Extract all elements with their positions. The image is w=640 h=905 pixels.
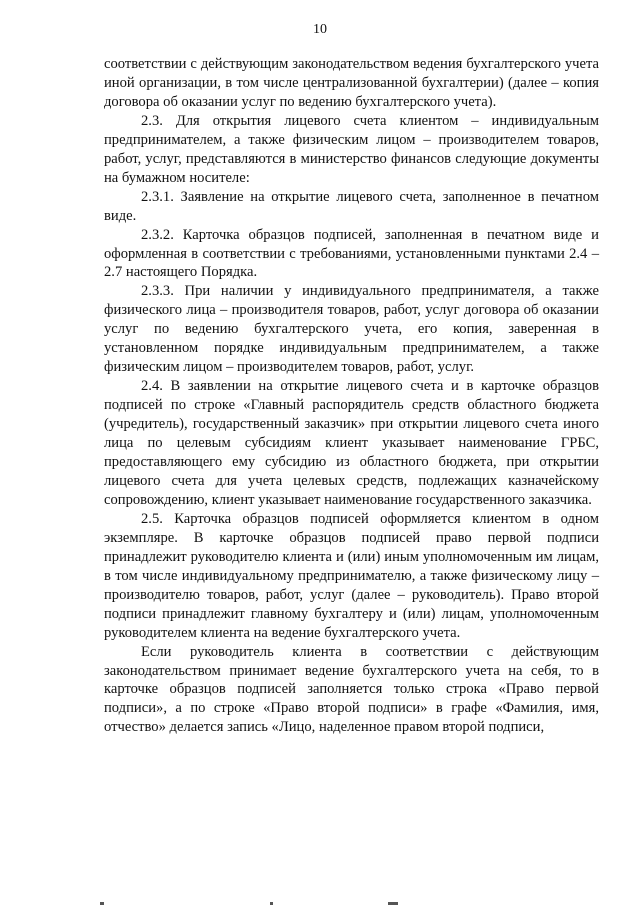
paragraph-2-3-2: 2.3.2. Карточка образцов подписей, заполненная в печатном виде и оформленная в соответствии с требованиями, установленными пунктами 2.4 – 2.7 настоящего Порядка. [104,226,599,281]
paragraph-2-4: 2.4. В заявлении на открытие лицевого счета и в карточке образцов подписей по строке «Главный распорядитель средств областного бюджета (учредитель), государственный заказчик» при открытии лицевого счета иного лица по целевым субсидиям клиент указывает наименование ГРБС, предоставляющего ему субсидию из областного бюджета, при открытии лицевого счета для учета целевых средств, подлежащих казначейскому сопровождению, клиент указывает наименование государственного заказчика. [104,378,599,508]
document-body [104,55,599,737]
paragraph-2-3: 2.3. Для открытия лицевого счета клиентом – индивидуальным предпринимателем, а также физическим лицом – производителем товаров, работ, услуг, представляются в министерство финансов следующие документы на бумажном носителе: [104,112,599,186]
paragraph-continuation: соответствии с действующим законодательством ведения бухгалтерского учета иной организации, в том числе централизованной бухгалтерии) (далее – копия договора об оказании услуг по ведению бухгалтерского учета). [104,56,599,110]
paragraph-2-5: 2.5. Карточка образцов подписей оформляется клиентом в одном экземпляре. В карточке образцов подписей право первой подписи принадлежит руководителю клиента и (или) иным уполномоченным им лицам, в том числе индивидуальному предпринимателю, а также физическому лицу – производителю товаров, работ, услуг (далее – руководитель). Право второй подписи принадлежит главному бухгалтеру и (или) лицам, уполномоченным руководителем клиента на ведение бухгалтерского учета. [104,510,599,641]
paragraph-2-5-continued: Если руководитель клиента в соответствии с действующим законодательством принимает ведение бухгалтерского учета на себя, то в карточке образцов подписей заполняется только строка «Право первой подписи», а по строке «Право второй подписи» в графе «Фамилия, имя, отчество» делается запись «Лицо, наделенное правом второй подписи, [104,643,599,736]
paragraph-2-3-1: 2.3.1. Заявление на открытие лицевого счета, заполненное в печатном виде. [104,188,599,224]
paragraph-2-3-3: 2.3.3. При наличии у индивидуального предпринимателя, а также физического лица – производителя товаров, работ, услуг договора об оказании услуг по ведению бухгалтерского учета, его копия, заверенная в установленном порядке индивидуальным предпринимателем, а также физическим лицом – производителем товаров, работ, услуг. [104,283,599,376]
page-number: 10 [313,22,327,37]
